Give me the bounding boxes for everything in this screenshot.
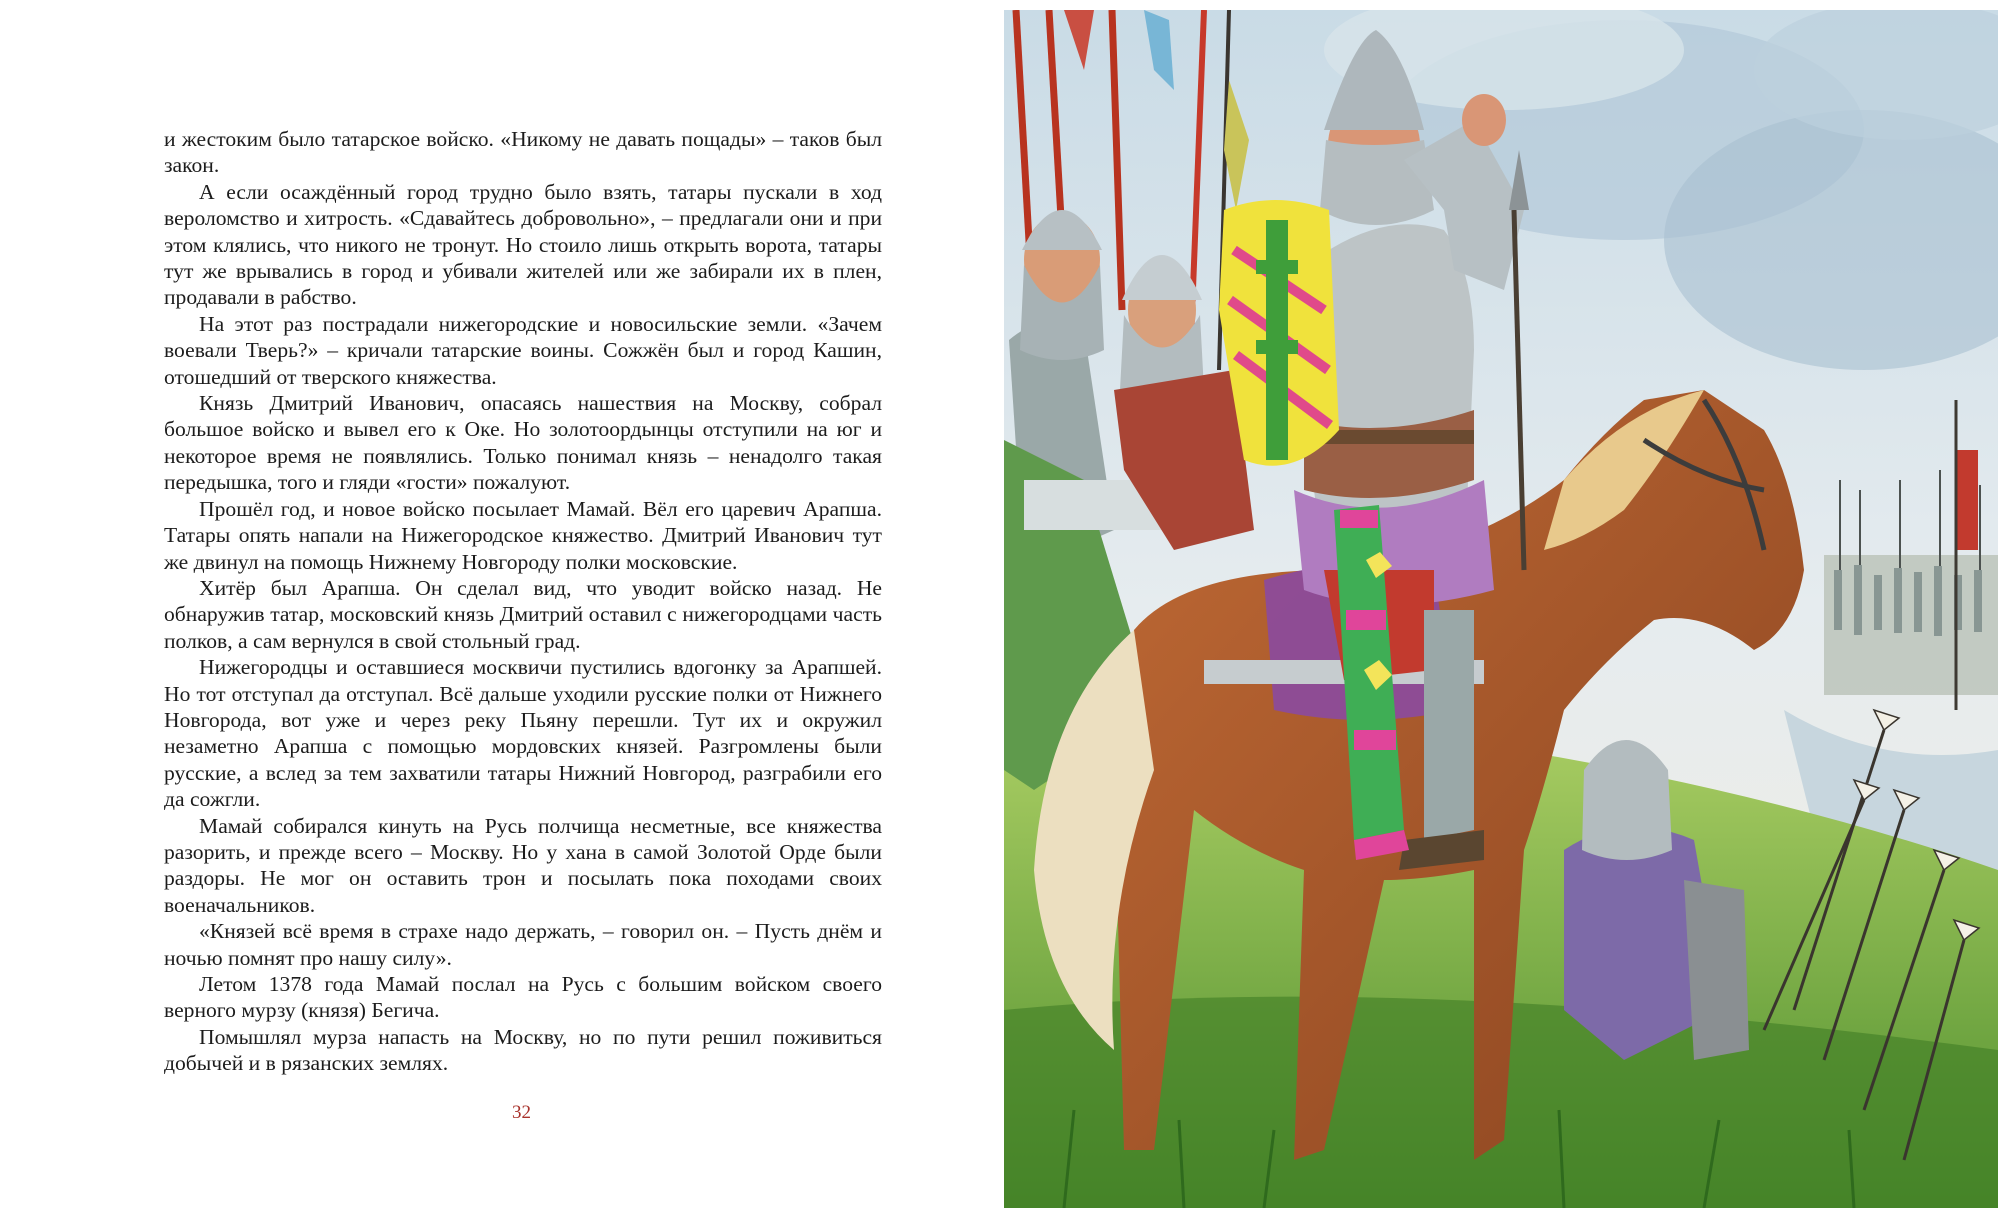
paragraph-5: Прошёл год, и новое войско посылает Мамай. Вёл его царевич Арапша. Татары опять напали на Нижегородское княжество. Дмитрий Иванович тут же двинул на помощь Нижнему Новгороду полки московские. xyxy=(164,496,882,574)
page-number: 32 xyxy=(512,1102,531,1123)
paragraph-6: Хитёр был Арапша. Он сделал вид, что уводит войско назад. Не обнаружив татар, московский князь Дмитрий оставил с нижегородцами часть полков, а сам вернулся в свой стольный град. xyxy=(164,575,882,653)
paragraph-9: «Князей всё время в страхе надо держать, – говорил он. – Пусть днём и ночью помнят про нашу силу». xyxy=(164,919,882,970)
medieval-warriors-painting-icon xyxy=(1004,10,1998,1208)
paragraph-4: Князь Дмитрий Иванович, опасаясь нашествия на Москву, собрал большое войско и вывел его к Оке. Но золотоордынцы отступили на юг и некоторое время не появлялись. Только понимал князь – ненадолго такая передышка, того и гляди «гости» пожалуют. xyxy=(164,391,882,495)
paragraph-8: Мамай собирался кинуть на Русь полчища несметные, все княжества разорить, и прежде всего – Москву. Но у хана в самой Золотой Орде были раздоры. Не мог он оставить трон и посылать пока походами своих военачальников. xyxy=(164,813,882,917)
paragraph-1: и жестоким было татарское войско. «Никому не давать пощады» – таков был закон. xyxy=(164,127,882,178)
paragraph-10: Летом 1378 года Мамай послал на Русь с большим войском своего верного мурзу (князя) Бегича. xyxy=(164,972,882,1023)
paragraph-2: А если осаждённый город трудно было взять, татары пускали в ход вероломство и хитрость. «Сдавайтесь добровольно», – предлагали они и при этом клялись, что никого не тронут. Но стоило лишь открыть ворота, татары тут же врывались в город и убивали жителей или же забирали их в плен, продавали в рабство. xyxy=(164,179,882,310)
illustration-page xyxy=(1004,10,1998,1208)
paragraph-3: На этот раз пострадали нижегородские и новосильские земли. «Зачем воевали Тверь?» – кричали татарские воины. Сожжён был и город Кашин, отошедший от тверского княжества. xyxy=(164,311,882,389)
paragraph-11: Помышлял мурза напасть на Москву, но по пути решил поживиться добычей и в рязанских землях. xyxy=(164,1024,882,1076)
paragraph-7: Нижегородцы и оставшиеся москвичи пустились вдогонку за Арапшей. Но тот отступал да отступал. Всё дальше уходили русские полки от Нижнего Новгорода, вот уже и через реку Пьяну перешли. Тут их и окружил незаметно Арапша с помощью мордовских князей. Разгромлены были русские, а вслед за тем захватили татары Нижний Новгород, разграбили его да сожгли. xyxy=(164,655,882,812)
text-block xyxy=(164,126,882,1077)
